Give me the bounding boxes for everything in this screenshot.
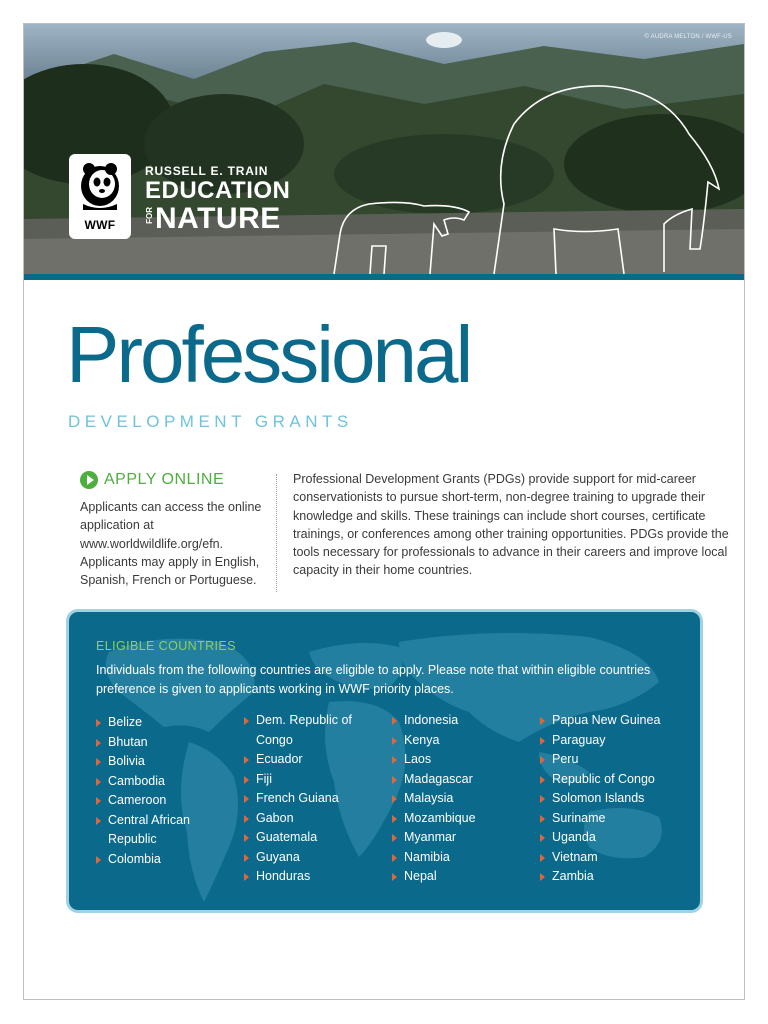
wwf-logo [69,154,131,239]
country-item: Fiji [244,770,384,790]
country-item: Laos [392,750,532,770]
eligible-countries-heading: ELIGIBLE COUNTRIES [96,639,236,653]
country-item: Dem. Republic of Congo [244,711,364,750]
country-item: Ecuador [244,750,384,770]
photo-credit: © AUDRA MELTON / WWF-US [644,34,732,40]
program-wordmark [145,164,290,233]
brand-for-text: FOR [145,207,154,224]
country-item: Colombia [96,850,236,870]
country-column-3 [392,711,532,887]
country-item: Papua New Guinea [540,711,680,731]
country-item: Paraguay [540,731,680,751]
brand-line-1: RUSSELL E. TRAIN [145,164,269,178]
country-item: Bhutan [96,733,236,753]
header-banner [24,24,744,274]
eligible-countries-box [69,612,700,910]
eligible-countries-description: Individuals from the following countries are eligible to apply. Please note that within eligible countries preference is given to applicants working in WWF priority places. [96,663,651,696]
page-title: Professional [66,310,471,399]
country-item: Peru [540,750,680,770]
country-item: Solomon Islands [540,789,680,809]
banner-stripe [24,274,744,280]
wwf-logo-text: WWF [84,218,116,232]
column-divider [276,474,277,592]
play-icon [80,471,98,489]
country-item: Madagascar [392,770,532,790]
apply-online-text: Applicants can access the online application at www.worldwildlife.org/efn. Applicants may apply in English, Spanish, French or Portuguese. [80,500,262,588]
panda-icon [69,154,131,216]
country-item: French Guiana [244,789,384,809]
country-item: Indonesia [392,711,532,731]
brand-for [145,207,155,224]
apply-online-label: APPLY ONLINE [104,471,225,488]
country-column-2 [244,711,384,887]
country-item: Mozambique [392,809,532,829]
country-item: Belize [96,713,236,733]
country-item: Republic of Congo [540,770,680,790]
country-item: Guyana [244,848,384,868]
intro-paragraph: Professional Development Grants (PDGs) provide support for mid-career conservationists to pursue short-term, non-degree training to upgrade their knowledge and skills. These trainings can include short courses, certificate trainings, or conferences among other training opportunities. PDGs provide the tools necessary for professionals to advance in their careers and improve local capacity in their home countries. [293,472,729,578]
country-item: Myanmar [392,828,532,848]
country-item: Guatemala [244,828,384,848]
country-item: Central African Republic [96,811,208,850]
country-item: Honduras [244,867,384,887]
page-subtitle: DEVELOPMENT GRANTS [68,412,353,431]
country-item: Cambodia [96,772,236,792]
country-item: Malaysia [392,789,532,809]
country-item: Suriname [540,809,680,829]
country-item: Kenya [392,731,532,751]
country-item: Nepal [392,867,532,887]
country-item: Zambia [540,867,680,887]
document-page [23,23,745,1000]
country-item: Vietnam [540,848,680,868]
country-column-1 [96,713,236,869]
landscape-photo [24,24,744,274]
brand-line-2: EDUCATION [145,177,291,204]
country-item: Bolivia [96,752,236,772]
country-column-4 [540,711,680,887]
country-item: Cameroon [96,791,236,811]
country-item: Gabon [244,809,384,829]
country-item: Uganda [540,828,680,848]
brand-line-3: NATURE [155,202,281,235]
country-item: Namibia [392,848,532,868]
apply-online-heading [80,471,224,489]
